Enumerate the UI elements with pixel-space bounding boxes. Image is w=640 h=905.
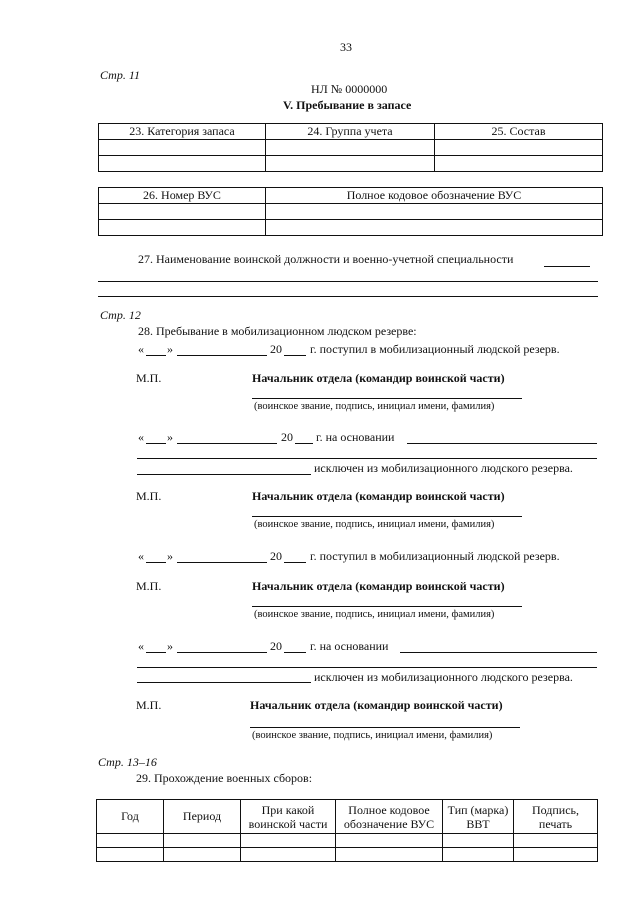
- basis-blank[interactable]: [407, 443, 597, 444]
- table-cell[interactable]: [164, 834, 241, 848]
- header-period: Период: [164, 800, 241, 834]
- page-ref-11: Стр. 11: [100, 68, 140, 82]
- header-composition: 25. Состав: [435, 124, 603, 140]
- signature-line[interactable]: [250, 727, 520, 728]
- year-blank[interactable]: [295, 443, 313, 444]
- quote-open: «: [138, 549, 144, 563]
- table-cell[interactable]: [443, 848, 514, 862]
- quote-close: »: [167, 342, 173, 356]
- table-cell[interactable]: [443, 834, 514, 848]
- header-vus-code: Полное кодовое обозначение ВУС: [336, 800, 443, 834]
- chief-title: Начальник отдела (командир воинской части): [250, 698, 503, 712]
- year-prefix: 20: [281, 430, 293, 444]
- table-cell[interactable]: [266, 220, 603, 236]
- header-weapon-type: Тип (марка) ВВТ: [443, 800, 514, 834]
- stamp-label: М.П.: [136, 698, 162, 712]
- excluded-blank[interactable]: [137, 682, 311, 683]
- entered-text: г. поступил в мобилизационный людской резерв.: [310, 549, 560, 563]
- table-cell[interactable]: [99, 140, 266, 156]
- table-cell[interactable]: [164, 848, 241, 862]
- year-prefix: 20: [270, 639, 282, 653]
- header-vus-number: 26. Номер ВУС: [99, 188, 266, 204]
- table-cell[interactable]: [266, 140, 435, 156]
- year-blank[interactable]: [284, 355, 306, 356]
- month-blank[interactable]: [177, 562, 267, 563]
- quote-close: »: [167, 639, 173, 653]
- vus-table: [98, 187, 603, 236]
- signature-caption: (воинское звание, подпись, инициал имени, фамилия): [254, 401, 495, 412]
- signature-caption: (воинское звание, подпись, инициал имени, фамилия): [252, 730, 493, 741]
- header-account-group: 24. Группа учета: [266, 124, 435, 140]
- section-title: V. Пребывание в запасе: [283, 98, 412, 112]
- table-cell[interactable]: [514, 834, 598, 848]
- table-cell[interactable]: [97, 848, 164, 862]
- quote-open: «: [138, 639, 144, 653]
- basis-line[interactable]: [137, 667, 597, 668]
- header-vus-full-code: Полное кодовое обозначение ВУС: [266, 188, 603, 204]
- chief-title: Начальник отдела (командир воинской части): [252, 489, 505, 503]
- month-blank[interactable]: [177, 355, 267, 356]
- year-prefix: 20: [270, 549, 282, 563]
- basis-blank[interactable]: [400, 652, 597, 653]
- quote-close: »: [167, 549, 173, 563]
- table-cell[interactable]: [241, 834, 336, 848]
- signature-line[interactable]: [252, 398, 522, 399]
- basis-text: г. на основании: [316, 430, 395, 444]
- table-row: [97, 848, 598, 862]
- excluded-text: исключен из мобилизационного людского резерва.: [314, 461, 573, 475]
- quote-close: »: [167, 430, 173, 444]
- year-blank[interactable]: [284, 652, 306, 653]
- year-blank[interactable]: [284, 562, 306, 563]
- header-signature-seal: Подпись, печать: [514, 800, 598, 834]
- signature-caption: (воинское звание, подпись, инициал имени, фамилия): [254, 609, 495, 620]
- basis-text: г. на основании: [310, 639, 389, 653]
- table-cell[interactable]: [99, 204, 266, 220]
- stamp-label: М.П.: [136, 579, 162, 593]
- day-blank[interactable]: [146, 355, 166, 356]
- header-year: Год: [97, 800, 164, 834]
- signature-line[interactable]: [252, 516, 522, 517]
- day-blank[interactable]: [146, 562, 166, 563]
- item-28-label: 28. Пребывание в мобилизационном людском резерве:: [138, 324, 417, 338]
- item-27-blank[interactable]: [544, 266, 590, 267]
- chief-title: Начальник отдела (командир воинской части): [252, 371, 505, 385]
- table-cell[interactable]: [435, 156, 603, 172]
- signature-line[interactable]: [252, 606, 522, 607]
- military-training-table: [96, 799, 598, 862]
- stamp-label: М.П.: [136, 371, 162, 385]
- entered-text: г. поступил в мобилизационный людской резерв.: [310, 342, 560, 356]
- table-cell[interactable]: [266, 204, 603, 220]
- table-cell[interactable]: [97, 834, 164, 848]
- doc-number: НЛ № 0000000: [311, 82, 388, 96]
- table-cell[interactable]: [514, 848, 598, 862]
- item-27-line-2[interactable]: [98, 296, 598, 297]
- table-cell[interactable]: [241, 848, 336, 862]
- excluded-blank[interactable]: [137, 474, 311, 475]
- item-27-line-1[interactable]: [98, 281, 598, 282]
- table-cell[interactable]: [336, 834, 443, 848]
- day-blank[interactable]: [146, 443, 166, 444]
- page-number: 33: [340, 40, 352, 54]
- month-blank[interactable]: [177, 443, 277, 444]
- item-29-label: 29. Прохождение военных сборов:: [136, 771, 313, 785]
- item-27-label: 27. Наименование воинской должности и военно-учетной специальности: [138, 252, 514, 266]
- excluded-text: исключен из мобилизационного людского резерва.: [314, 670, 573, 684]
- table-cell[interactable]: [99, 220, 266, 236]
- stamp-label: М.П.: [136, 489, 162, 503]
- reserve-table: [98, 123, 603, 172]
- table-cell[interactable]: [99, 156, 266, 172]
- quote-open: «: [138, 430, 144, 444]
- page-ref-12: Стр. 12: [100, 308, 141, 322]
- table-cell[interactable]: [266, 156, 435, 172]
- chief-title: Начальник отдела (командир воинской части): [252, 579, 505, 593]
- year-prefix: 20: [270, 342, 282, 356]
- header-military-unit: При какой воинской части: [241, 800, 336, 834]
- table-row: [97, 834, 598, 848]
- page-ref-13-16: Стр. 13–16: [98, 755, 157, 769]
- table-cell[interactable]: [435, 140, 603, 156]
- month-blank[interactable]: [177, 652, 267, 653]
- signature-caption: (воинское звание, подпись, инициал имени, фамилия): [254, 519, 495, 530]
- day-blank[interactable]: [146, 652, 166, 653]
- basis-line[interactable]: [137, 458, 597, 459]
- table-cell[interactable]: [336, 848, 443, 862]
- quote-open: «: [138, 342, 144, 356]
- header-reserve-category: 23. Категория запаса: [99, 124, 266, 140]
